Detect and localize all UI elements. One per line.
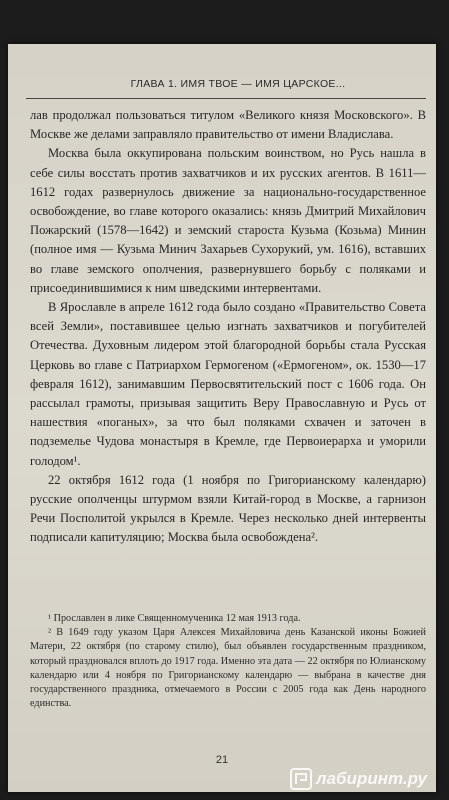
page-number: 21 xyxy=(215,754,229,766)
footnote: ¹ Прославлен в лике Священномученика 12 мая 1913 года. xyxy=(48,613,301,624)
paragraph: 22 октября 1612 года (1 ноября по Григорианскому календарю) русские ополченцы штурмом взяли Китай-город в Москве, а гарнизон Речи Посполитой укрылся в Кремле. Через несколько дней интервенты подписали капитуляцию; Москва была освобождена². xyxy=(30,472,426,545)
watermark-text: лабиринт.ру xyxy=(316,769,427,788)
paragraph: В Ярославле в апреле 1612 года было создано «Правительство Совета всей Земли», поставившее целью изгнать захватчиков и погубителей Отечества. Духовным лидером этой благородной борьбы стала Русская Церковь во главе с Патриархом Гермогеном («Ермогеном», ок. 1530—17 февраля 1612), занимавшим Первосвятительский пост с 1606 года. Он рассылал грамоты, призывая защитить Веру Православную и Русь от нашествия «поганых», за что был поляками схвачен и заточен в подземелье Чудова монастыря в Кремле, где Первоиерарха и уморили голодом¹. xyxy=(30,300,426,468)
paragraph: лав продолжал пользоваться титулом «Великого князя Московского». В Москве же делами заправляло правительство от имени Владислава. xyxy=(30,108,426,142)
book-page xyxy=(8,44,436,792)
running-header: ГЛАВА 1. ИМЯ ТВОЕ — ИМЯ ЦАРСКОЕ... xyxy=(130,78,346,90)
main-text xyxy=(30,106,426,548)
paragraph: Москва была оккупирована польским воинством, но Русь нашла в себе силы восстать против захватчиков и их русских агентов. В 1611—1612 годах развернулось движение за национально-государственное освобождение, во главе которого оказались: князь Дмитрий Михайлович Пожарский (1578—1642) и земский староста Кузьма (Козьма) Минин (полное имя — Кузьма Минич Захарьев Сухорукий, ум. 1616), вставших во главе земского ополчения, развернувшего борьбу с поляками и присоединившимися к ним шведскими интервентами. xyxy=(30,146,426,295)
header-rule xyxy=(26,98,426,99)
footnotes xyxy=(30,612,426,711)
labyrinth-logo-icon xyxy=(290,768,312,790)
watermark xyxy=(290,768,427,790)
footnote: ² В 1649 году указом Царя Алексея Михайловича день Казанской иконы Божией Матери, 22 октября (по старому стилю), был объявлен государственным праздником, который праздновался вплоть до 1917 года. Именно эта дата — 22 октября по Юлианскому календарю или 4 ноября по Григорианскому календарю — выбрана в качестве дня государственного праздника, отмечаемого в России с 2005 года как День народного единства. xyxy=(30,627,426,710)
